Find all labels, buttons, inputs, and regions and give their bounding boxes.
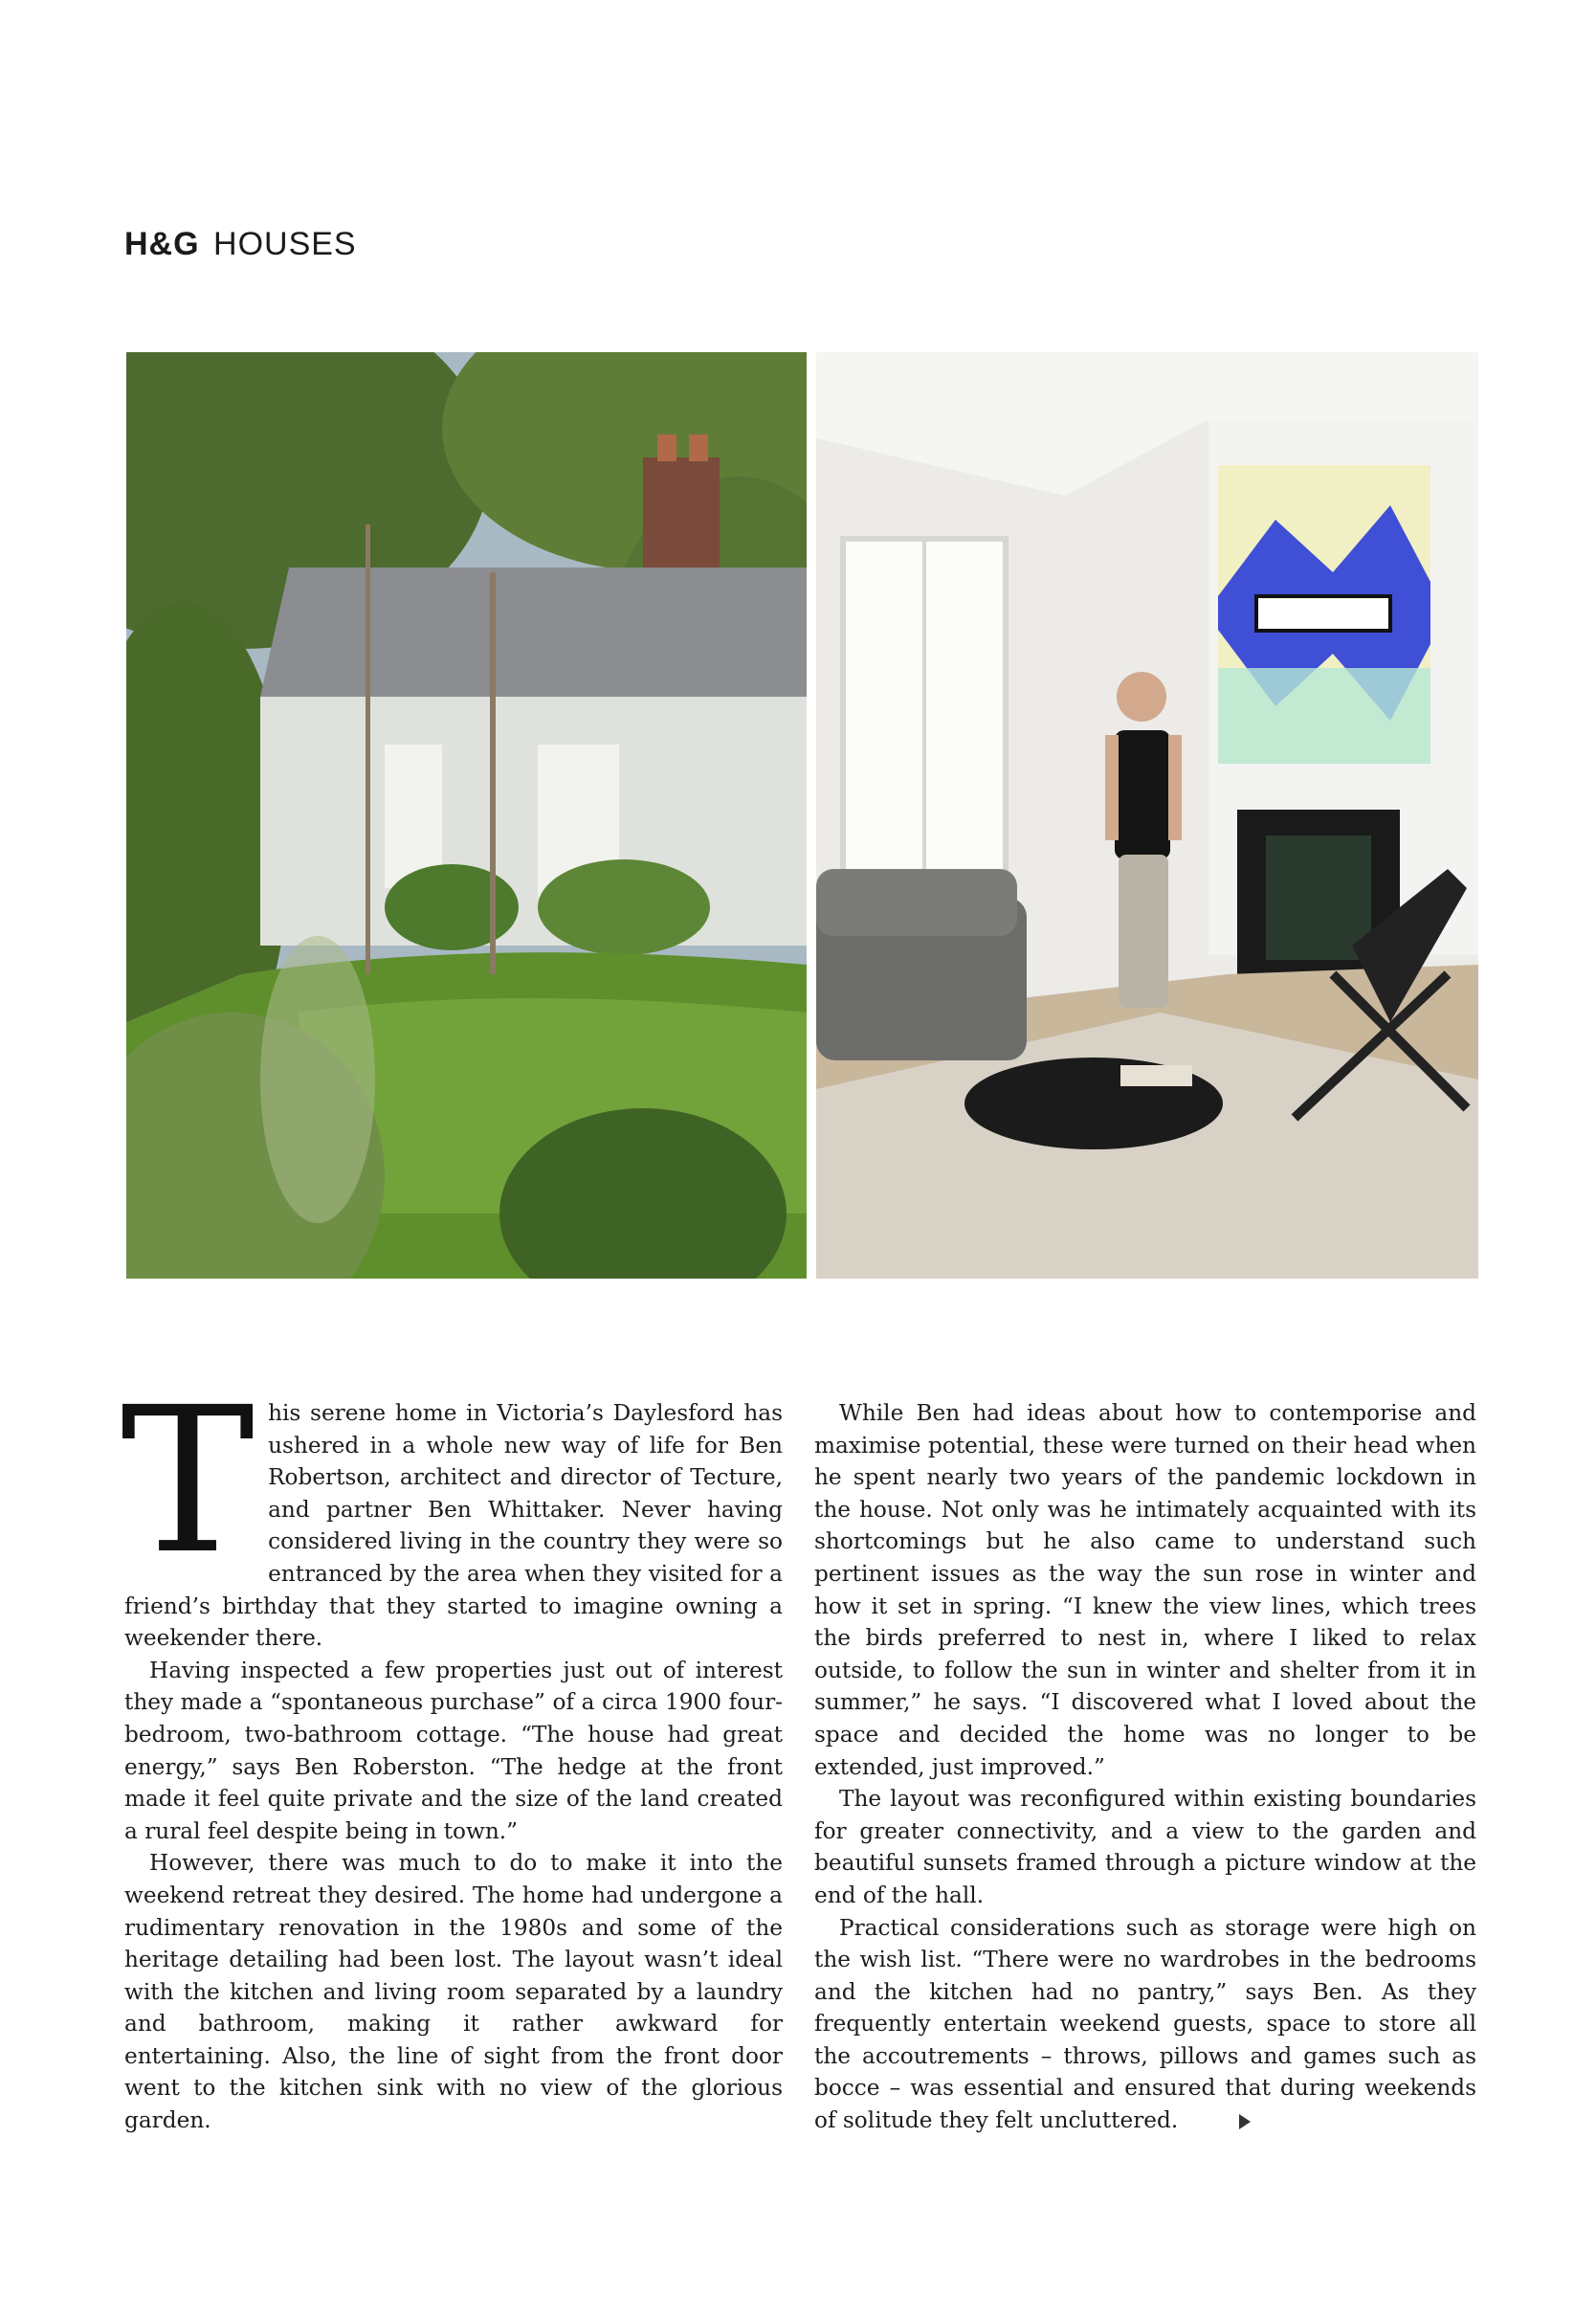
article-paragraph-text: his serene home in Victoria’s Daylesford has ushered in a whole new way of life for Ben Robertson, architect and director of Tecture, and partner Ben Whittaker. Never having considered living in the country they were so entranced by the area when they visited for a friend’s birthday that they started to imagine owning a weekender there. <box>124 1400 783 1652</box>
continue-arrow-icon <box>1239 2114 1251 2129</box>
article-paragraph: However, there was much to do to make it into the weekend retreat they desired. The home had undergone a rudimentary renovation in the 1980s and some of the heritage detailing had been lost. The layout wasn’t ideal with the kitchen and living room separated by a laundry and bathroom, making it rather awkward for entertaining. Also, the line of sight from the front door went to the kitchen sink with no view of the glorious garden. <box>124 1850 783 2134</box>
article-paragraph <box>121 1364 783 1655</box>
article-paragraph-text: Practical considerations such as storage were high on the wish list. “There were no wardrobes in the bedrooms and the kitchen had no pantry,” says Ben. As they frequently entertain weekend guests, space to store all the accoutrements – throws, pillows and games such as bocce – was essential and ensured that during weekends of solitude they felt uncluttered. <box>814 1914 1476 2134</box>
article-paragraph <box>814 1912 1476 2137</box>
article-right-column <box>814 1397 1476 2137</box>
article-paragraph: Having inspected a few properties just out of interest they made a “spontaneous purchase” of a circa 1900 four-bedroom, two-bathroom cottage. “The house had great energy,” says Ben Roberston. “The hedge at the front made it feel quite private and the size of the land created a rural feel despite being in town.” <box>124 1657 783 1844</box>
article-left-column <box>121 1364 783 2137</box>
article-paragraph: While Ben had ideas about how to contemporise and maximise potential, these were turned on their head when he spent nearly two years of the pandemic lockdown in the house. Not only was he intimately acquainted with its shortcomings but he also came to understand such pertinent issues as the way the sun rose in winter and how it set in spring. “I knew the view lines, which trees the birds preferred to nest in, where I liked to relax outside, to follow the sun in winter and shelter from it in summer,” he says. “I discovered what I loved about the space and decided the home was no longer to be extended, just improved.” <box>814 1400 1476 1780</box>
section-name: HOUSES <box>213 226 357 262</box>
garden-cottage-photo <box>126 352 807 1279</box>
drop-cap: T <box>121 1364 255 1598</box>
magazine-section-header <box>124 226 357 263</box>
article-paragraph: The layout was reconfigured within existing boundaries for greater connectivity, and a view to the garden and beautiful sunsets framed through a picture window at the end of the hall. <box>814 1786 1476 1908</box>
magazine-brand: H&G <box>124 226 200 262</box>
living-room-portrait-photo <box>816 352 1478 1279</box>
